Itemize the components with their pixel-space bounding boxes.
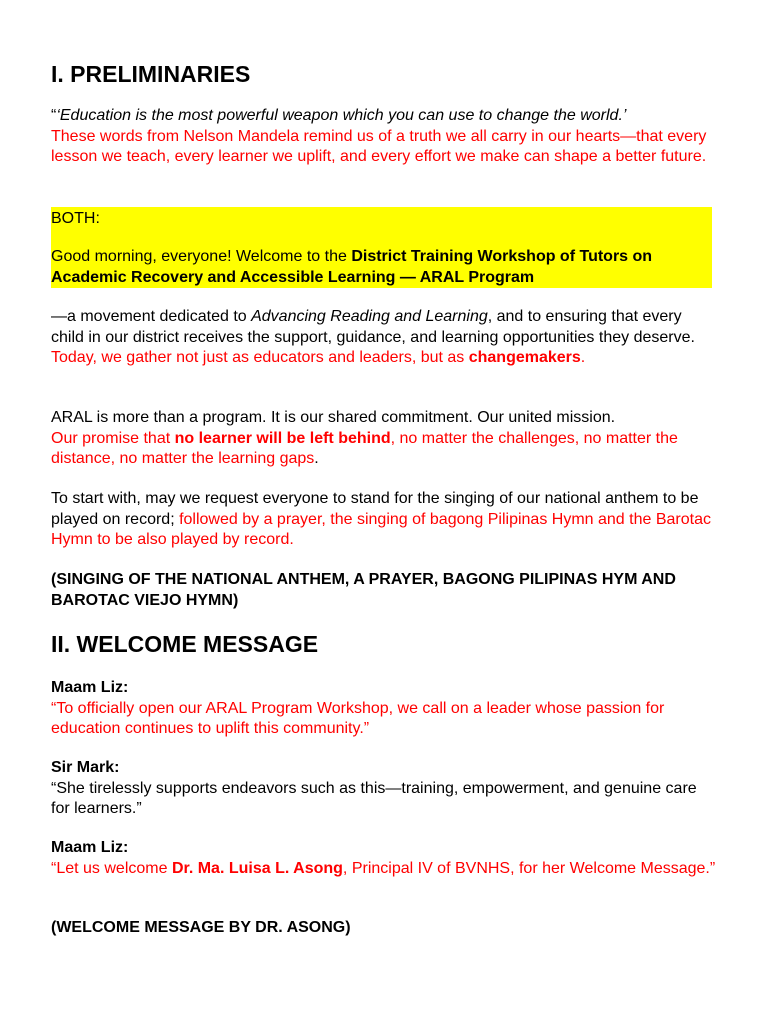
- movement-body: , and to ensuring that every child in our district receives the support, guidance, and learning opportunities they deserve.: [51, 308, 695, 346]
- welcome-stage-direction: (WELCOME MESSAGE BY DR. ASONG): [51, 919, 351, 936]
- mark-line: [51, 758, 716, 820]
- speaker-name: Maam Liz:: [51, 679, 129, 696]
- speaker-name: Maam Liz:: [51, 839, 129, 856]
- singing-stage-direction: (SINGING OF THE NATIONAL ANTHEM, A PRAYER, BAGONG PILIPINAS HYM AND BAROTAC VIEJO HYMN): [51, 571, 676, 609]
- principal-name: Dr. Ma. Luisa L. Asong: [171, 859, 343, 877]
- speaker-line: “To officially open our ARAL Program Workshop, we call on a leader whose passion for education continues to uplift this community.”: [51, 699, 665, 737]
- aral-expansion: Advancing Reading and Learning: [251, 308, 488, 325]
- quote-reflection: These words from Nelson Mandela remind us of a truth we all carry in our hearts—that every lesson we teach, every learner we uplift, and every effort we make can shape a better future.: [51, 127, 707, 165]
- welcome-greeting: Good morning, everyone! Welcome to the: [51, 248, 352, 265]
- aral-promise-intro: Our promise that: [51, 429, 175, 447]
- mandela-quote: ‘Education is the most powerful weapon which you can use to change the world.’: [56, 107, 627, 124]
- welcome-paragraph: [51, 247, 712, 288]
- movement-red-end: .: [580, 349, 586, 366]
- liz-line-2: [51, 838, 716, 879]
- aral-promise-bold: no learner will be left behind: [174, 429, 391, 447]
- changemakers-text: changemakers: [468, 349, 581, 366]
- mandela-quote-paragraph: [51, 106, 716, 168]
- both-label: BOTH:: [51, 210, 100, 227]
- speaker-line: “She tirelessly supports endeavors such as this—training, empowerment, and genuine care for learners.”: [51, 779, 697, 817]
- aral-promise-rest: , no matter the challenges, no matter the distance, no matter the learning gaps: [51, 429, 678, 467]
- section-heading-preliminaries: I. PRELIMINARIES: [51, 61, 251, 87]
- movement-intro: —a movement dedicated to: [51, 308, 252, 325]
- liz-line-1: [51, 678, 716, 740]
- speaker-line-rest: , Principal IV of BVNHS, for her Welcome Message.”: [342, 859, 716, 877]
- section-heading-welcome-message: II. WELCOME MESSAGE: [51, 631, 319, 657]
- quote-open-mark: “: [51, 107, 57, 124]
- movement-paragraph: [51, 307, 716, 369]
- aral-statement: ARAL is more than a program. It is our shared commitment. Our united mission.: [51, 409, 616, 426]
- prayer-hymn-request: followed by a prayer, the singing of bagong Pilipinas Hymn and the Barotac Hymn to be also played by record.: [51, 510, 711, 548]
- aral-promise-end: .: [314, 450, 319, 467]
- speaker-name: Sir Mark:: [51, 759, 120, 776]
- speaker-line-intro: “Let us welcome: [51, 859, 172, 877]
- workshop-title: District Training Workshop of Tutors on Academic Recovery and Accessible Learning — ARAL Program: [51, 248, 653, 286]
- movement-red-text: Today, we gather not just as educators and leaders, but as: [51, 349, 469, 366]
- anthem-request-paragraph: [51, 489, 716, 551]
- anthem-request: To start with, may we request everyone to stand for the singing of our national anthem to be played on record;: [51, 490, 699, 528]
- aral-paragraph: [51, 408, 716, 470]
